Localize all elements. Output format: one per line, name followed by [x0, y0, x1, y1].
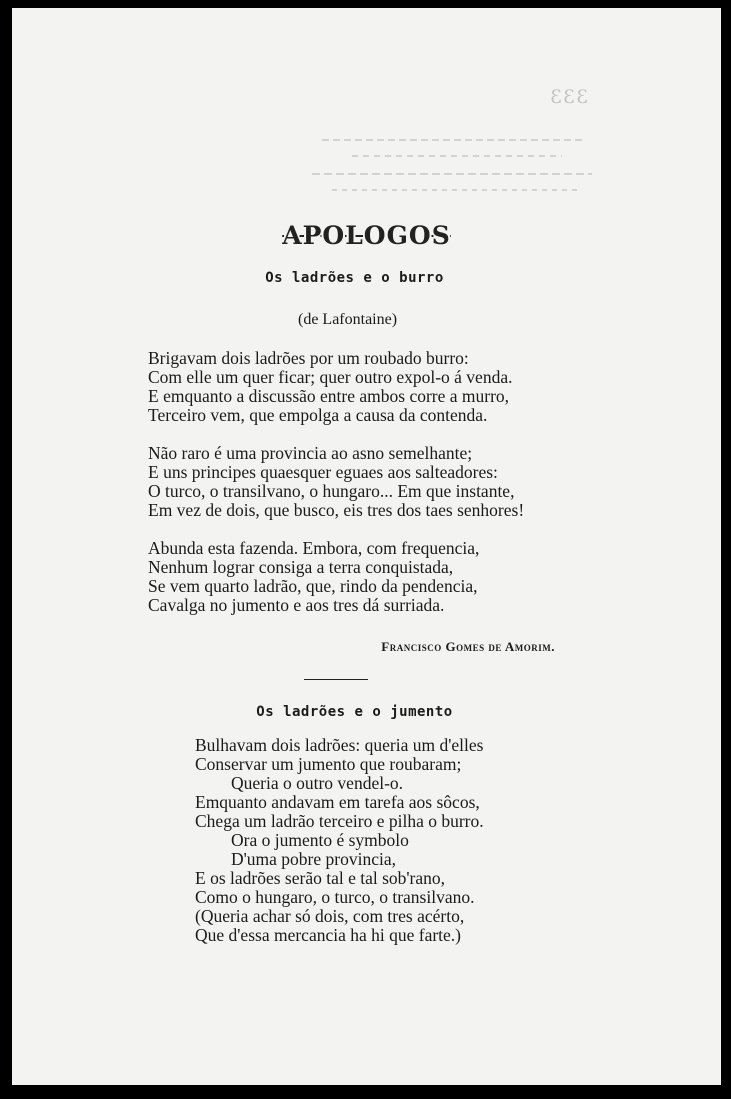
poem-line: Terceiro vem, que empolga a causa da contenda.	[148, 405, 488, 425]
fable-1-poem	[148, 349, 524, 634]
fable-1-attribution: (de Lafontaine)	[298, 311, 398, 328]
poem-line: Brigavam dois ladrões por um roubado burro:	[148, 348, 469, 368]
bleedthrough-lines	[312, 132, 612, 216]
fable-2-subtitle: Os ladrões e o jumento	[256, 704, 453, 720]
poem-line: Não raro é uma provincia ao asno semelhante;	[148, 443, 473, 463]
stanza	[148, 444, 524, 520]
poem-line: Como o hungaro, o turco, o transilvano.	[195, 887, 475, 907]
poem-line: (Queria achar só dois, com tres acérto,	[195, 906, 465, 926]
poem-line: Emquanto andavam em tarefa aos sôcos,	[195, 792, 480, 812]
poem-line: D'uma pobre provincia,	[231, 849, 396, 869]
poem-line: Nenhum lograr consiga a terra conquistada,	[148, 557, 454, 577]
poem-line: Conservar um jumento que roubaram;	[195, 754, 462, 774]
fable-2-poem	[195, 736, 484, 945]
page-number-bleedthrough: 333	[549, 86, 589, 108]
page-title: APOLOGOS	[282, 221, 451, 250]
poem-line: Em vez de dois, que busco, eis tres dos taes senhores!	[148, 500, 525, 520]
bleedthrough-decoration	[312, 132, 612, 212]
poem-line: Se vem quarto ladrão, que, rindo da pendencia,	[148, 576, 478, 596]
poem-line: Chega um ladrão terceiro e pilha o burro.	[195, 811, 484, 831]
poem-line: O turco, o transilvano, o hungaro... Em que instante,	[148, 481, 515, 501]
poem-line: Abunda esta fazenda. Embora, com frequencia,	[148, 538, 480, 558]
fable-1-subtitle: Os ladrões e o burro	[265, 270, 444, 286]
poem-line: Com elle um quer ficar; quer outro expol-o á venda.	[148, 367, 513, 387]
poem-line: Ora o jumento é symbolo	[231, 830, 409, 850]
poem-line: Cavalga no jumento e aos tres dá surriada.	[148, 595, 445, 615]
section-divider	[304, 679, 368, 680]
poem-line: Bulhavam dois ladrões: queria um d'elles	[195, 735, 484, 755]
author-signature: Francisco Gomes de Amorim.	[381, 639, 555, 654]
poem-line: Queria o outro vendel-o.	[231, 773, 404, 793]
poem-line: E os ladrões serão tal e tal sob'rano,	[195, 868, 446, 888]
poem-line: Que d'essa mercancia ha hi que farte.)	[195, 925, 462, 945]
document-page	[12, 8, 721, 1085]
stanza	[148, 539, 524, 615]
poem-line: E uns principes quaesquer eguaes aos salteadores:	[148, 462, 498, 482]
poem-line: E emquanto a discussão entre ambos corre a murro,	[148, 386, 510, 406]
stanza	[148, 349, 524, 425]
